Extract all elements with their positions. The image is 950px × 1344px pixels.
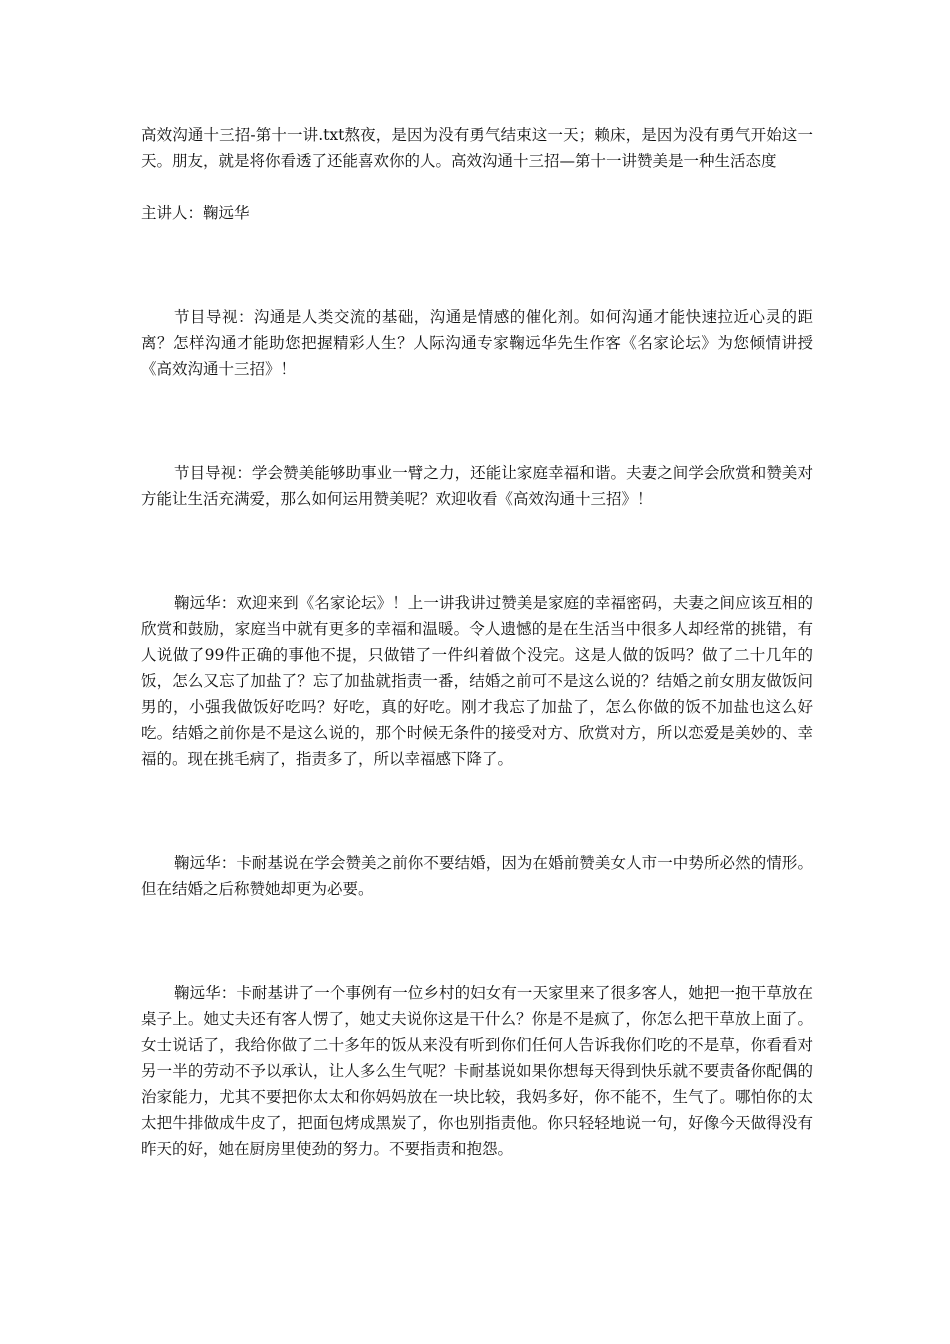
- spacer: [141, 382, 813, 460]
- spacer: [141, 772, 813, 850]
- spacer: [141, 226, 813, 304]
- spacer: [141, 902, 813, 980]
- paragraph-speech-3: 鞠远华：卡耐基讲了一个事例有一位乡村的妇女有一天家里来了很多客人，她把一抱干草放在桌子上。她丈夫还有客人愣了，她丈夫说你这是干什么？你是不是疯了，你怎么把干草放上面了。女士说话了，我给你做了二十多年的饭从来没有听到你们任何人告诉我你们吃的不是草，你看看对另一半的劳动不予以承认，让人多么生气呢？卡耐基说如果你想每天得到快乐就不要责备你配偶的治家能力，尤其不要把你太太和你妈妈放在一块比较，我妈多好，你不能不，生气了。哪怕你的太太把牛排做成牛皮了，把面包烤成黑炭了，你也别指责他。你只轻轻地说一句，好像今天做得没有昨天的好，她在厨房里使劲的努力。不要指责和抱怨。: [141, 984, 813, 1158]
- paragraph-intro-2: 节目导视：学会赞美能够助事业一臂之力，还能让家庭幸福和谐。夫妻之间学会欣赏和赞美对方能让生活充满爱，那么如何运用赞美呢？欢迎收看《高效沟通十三招》！: [141, 464, 813, 508]
- speaker-line: 主讲人：鞠远华: [141, 204, 250, 222]
- spacer: [141, 174, 813, 200]
- paragraph-intro-1: 节目导视：沟通是人类交流的基础，沟通是情感的催化剂。如何沟通才能快速拉近心灵的距离？怎样沟通才能助您把握精彩人生？人际沟通专家鞠远华先生作客《名家论坛》为您倾情讲授《高效沟通十三招》！: [141, 308, 813, 378]
- paragraph-speech-2: 鞠远华：卡耐基说在学会赞美之前你不要结婚，因为在婚前赞美女人市一中势所必然的情形。但在结婚之后称赞她却更为必要。: [141, 854, 813, 898]
- paragraph-speech-1: 鞠远华：欢迎来到《名家论坛》！上一讲我讲过赞美是家庭的幸福密码，夫妻之间应该互相的欣赏和鼓励，家庭当中就有更多的幸福和温暖。令人遗憾的是在生活当中很多人却经常的挑错，有人说做了99件正确的事他不提，只做错了一件纠着做个没完。这是人做的饭吗？做了二十几年的饭，怎么又忘了加盐了？忘了加盐就指责一番，结婚之前可不是这么说的？结婚之前女朋友做饭问男的，小强我做饭好吃吗？好吃，真的好吃。刚才我忘了加盐了，怎么你做的饭不加盐也这么好吃。结婚之前你是不是这么说的，那个时候无条件的接受对方、欣赏对方，所以恋爱是美妙的、幸福的。现在挑毛病了，指责多了，所以幸福感下降了。: [141, 594, 813, 768]
- title-paragraph: 高效沟通十三招-第十一讲.txt熬夜，是因为没有勇气结束这一天；赖床，是因为没有勇气开始这一天。朋友，就是将你看透了还能喜欢你的人。高效沟通十三招—第十一讲赞美是一种生活态度: [141, 126, 813, 170]
- spacer: [141, 512, 813, 590]
- document-body: [141, 122, 813, 1162]
